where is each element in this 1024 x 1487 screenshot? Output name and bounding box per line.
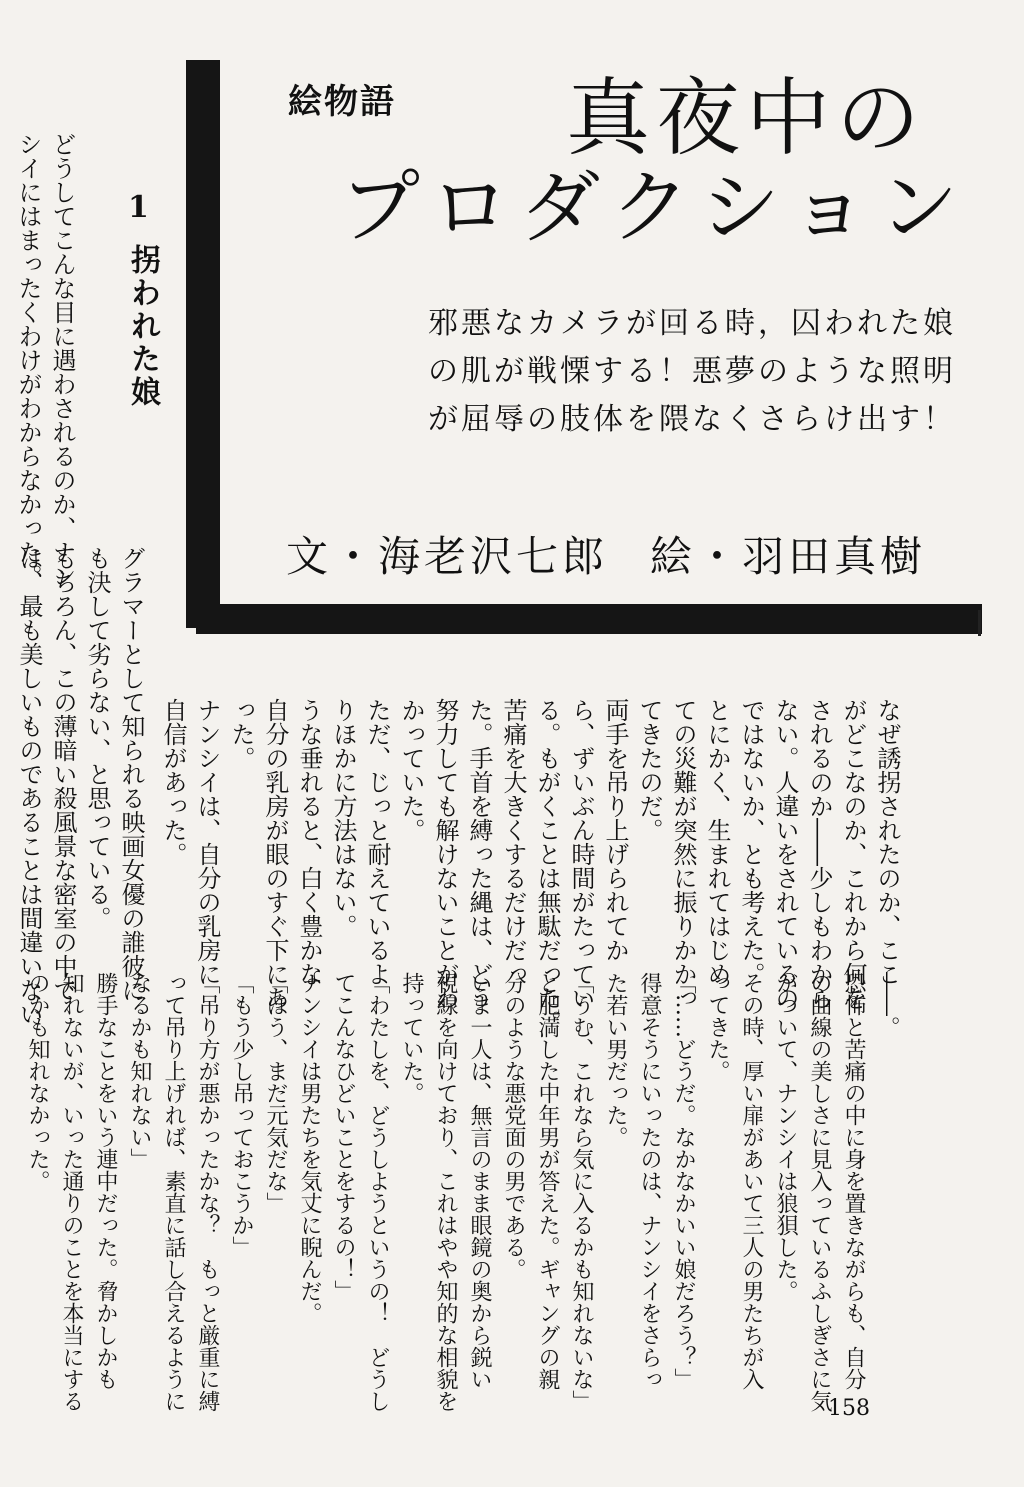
title-line-1: 真夜中の: [566, 69, 927, 167]
text-line: うな垂れると、白く豊かな: [295, 698, 323, 986]
text-line: グラマーとして知られる映画女優の誰彼に: [117, 546, 145, 1002]
text-line: 自分の乳房が眼のすぐ下にあ: [261, 698, 289, 1010]
text-line: 両手を吊り上げられてか: [601, 698, 629, 962]
text-line: てこんなひどいことをするの！」: [331, 972, 356, 1302]
text-line: ての災難が突然に振りかかっ: [669, 698, 697, 1010]
text-line: は、最も美しいものであることは間違いない: [15, 546, 43, 1026]
author-credit: 文・海老沢七郎: [286, 532, 609, 581]
lead-text: [428, 300, 956, 444]
text-block-bottom: [20, 972, 904, 1412]
text-line: と肥満した中年男が答えた。ギャングの親: [535, 972, 560, 1390]
text-line: かっていた。: [397, 698, 425, 842]
text-line: のかも知れなかった。: [25, 972, 50, 1192]
text-line: 知れないが、いった通りのことを本当にする: [59, 972, 84, 1412]
text-block-left-top: [11, 132, 79, 588]
text-line: なるかも知れない」: [127, 972, 152, 1170]
text-line: った。: [227, 698, 255, 770]
text-line: なぜ誘拐されたのか、ここ: [873, 698, 901, 986]
text-line: ない。人違いをされているの: [771, 698, 799, 1010]
frame-vertical-bar: [186, 60, 220, 628]
text-line: どうしてこんな目に遇わされるのか、ナン: [48, 132, 76, 588]
text-block-left-bottom: [12, 546, 148, 1026]
text-line: も決して劣らない、と思っている。: [83, 546, 111, 930]
text-line: いま一人は、無言のまま眼鏡の奥から鋭い: [467, 972, 492, 1390]
text-line: 視線を向けており、これはやや知的な相貌を: [433, 972, 458, 1412]
chapter-number: 1: [128, 190, 149, 225]
text-line: 得意そうにいったのは、ナンシイをさらっ: [637, 972, 662, 1390]
text-line: 勝手なことをいう連中だった。脅かしかも: [93, 972, 118, 1390]
text-line: た若い男だった。: [603, 972, 628, 1148]
text-line: がついて、ナンシイは狼狽した。: [773, 972, 798, 1302]
lead-line: 邪悪なカメラが回る時，囚われた娘: [428, 306, 956, 341]
text-line: 持っていた。: [399, 972, 424, 1104]
text-line: 「わたしを、どうしようというの！ どうし: [365, 972, 390, 1412]
title-line-2: プロダクション: [340, 161, 969, 254]
text-line: 分のような悪党面の男である。: [501, 972, 526, 1280]
chapter-title: 拐われた娘: [125, 244, 160, 409]
text-line: シイにはまったくわけがわからなかった。: [14, 132, 42, 588]
text-line: もちろん、この薄暗い殺風景な密室の中で: [49, 546, 77, 1002]
text-line: てきたのだ。: [635, 698, 663, 842]
text-line: た。手首を縛った縄は、どう: [465, 698, 493, 1010]
text-line: ってきた。: [705, 972, 730, 1082]
text-line: 「うむ、これなら気に入るかも知れないな」: [569, 972, 594, 1412]
text-line: 「もう少し吊っておこうか」: [229, 972, 254, 1258]
text-line: りほかに方法はない。: [329, 698, 357, 938]
text-line: 「吊り方が悪かったかな？ もっと厳重に縛: [195, 972, 220, 1412]
text-line: 努力しても解けないことがわ: [431, 698, 459, 1010]
text-line: る。もがくことは無駄だった。: [533, 698, 561, 1034]
text-line: 「ほう、まだ元気だな」: [263, 972, 288, 1214]
text-line: ではないか、とも考えた。: [737, 698, 765, 986]
text-line: がどこなのか、これから何を: [839, 698, 867, 1010]
byline: [286, 524, 926, 584]
text-line: とにかく、生まれてはじめ: [703, 698, 731, 986]
text-line: 「……どうだ。なかなかいい娘だろう？」: [671, 972, 696, 1390]
text-line: 自信があった。: [159, 698, 187, 866]
frame-horizontal-bar: [196, 604, 982, 634]
text-line: その時、厚い扉があいて三人の男たちが入: [739, 972, 764, 1390]
page-number: 158: [828, 1396, 870, 1421]
text-line: ただ、じっと耐えているよ: [363, 698, 391, 986]
lead-line: の肌が戦慄する！悪夢のような照明: [428, 354, 956, 389]
text-line: の曲線の美しさに見入っているふしぎさに気: [807, 972, 832, 1412]
text-line: って吊り上げれば、素直に話し合えるように: [161, 972, 186, 1412]
text-line: ら、ずいぶん時間がたってい: [567, 698, 595, 1010]
frame-end-mark: [978, 610, 981, 636]
text-line: ナンシイは、自分の乳房に: [193, 698, 221, 986]
text-line: されるのか――少しもわから: [805, 698, 833, 1010]
text-line: 恐怖と苦痛の中に身を置きながらも、自分: [841, 972, 866, 1390]
lead-line: が屈辱の肢体を隈なくさらけ出す！: [428, 402, 956, 437]
story-label: 絵物語: [288, 82, 396, 122]
text-line: 苦痛を大きくするだけだっ: [499, 698, 527, 986]
illustrator-credit: 絵・羽田真樹: [650, 532, 927, 581]
text-line: ナンシイは男たちを気丈に睨んだ。: [297, 972, 322, 1324]
text-line: ――。: [875, 972, 900, 1038]
